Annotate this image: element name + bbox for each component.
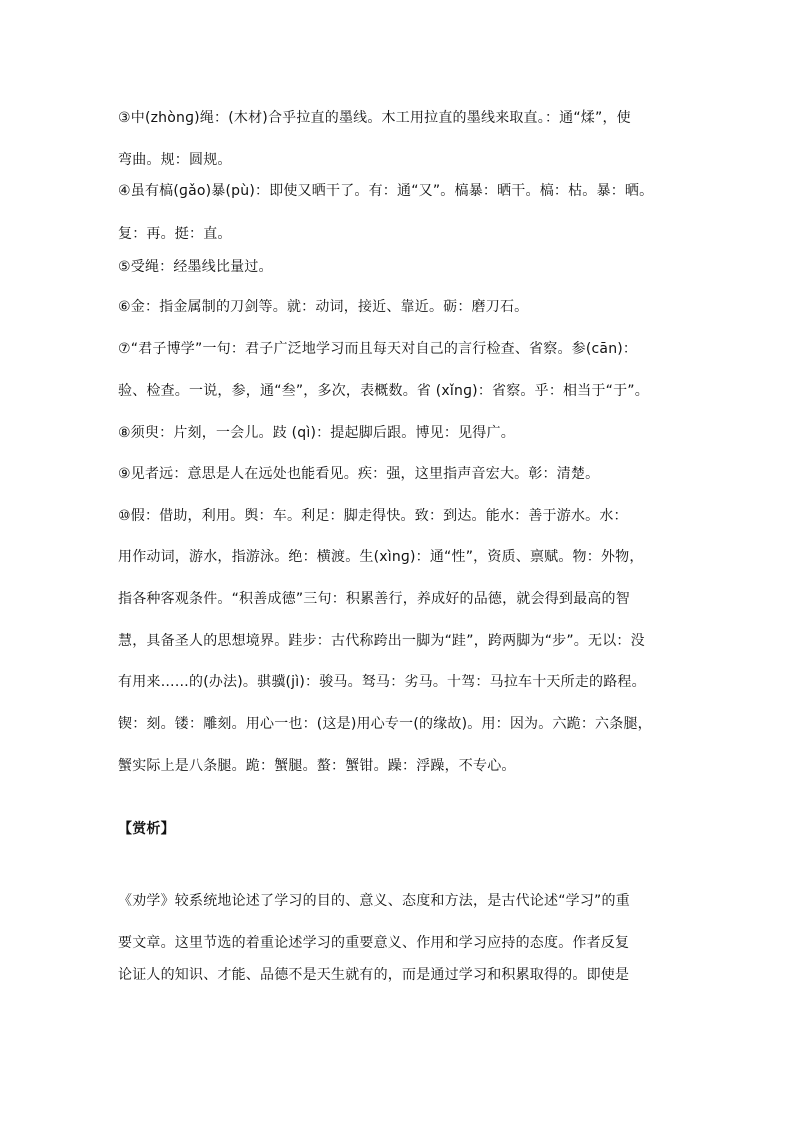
note-line: ③中(zhònɡ)绳：(木材)合乎拉直的墨线。木工用拉直的墨线来取直。：通“煣”，使 — [118, 110, 631, 126]
note-line: 用作动词，游水，指游泳。绝：横渡。生(xìnɡ)：通“性”，资质、禀赋。物：外物， — [118, 549, 644, 565]
note-line: ⑤受绳：经墨线比量过。 — [118, 259, 273, 275]
paragraph-line: 《劝学》较系统地论述了学习的目的、意义、态度和方法，是古代论述“学习”的重 — [118, 893, 630, 909]
note-line: 蟹实际上是八条腿。跪：蟹腿。螯：蟹钳。躁：浮躁，不专心。 — [118, 758, 516, 774]
note-line: 指各种客观条件。“积善成德”三句：积累善行，养成好的品德，就会得到最高的智 — [118, 591, 630, 607]
note-line: ⑥金：指金属制的刀剑等。就：动词，接近、靠近。砺：磨刀石。 — [118, 299, 529, 315]
note-line: 弯曲。规：圆规。 — [118, 152, 232, 168]
paragraph-line: 论证人的知识、才能、品德不是天生就有的，而是通过学习和积累取得的。即使是 — [118, 967, 630, 983]
note-line: 锲：刻。镂：雕刻。用心一也：(这是)用心专一(的缘故)。用：因为。六跪：六条腿， — [118, 716, 652, 732]
note-line: ⑩假：借助，利用。舆：车。利足：脚走得快。致：到达。能水：善于游水。水： — [118, 508, 628, 524]
note-line: ⑨见者远：意思是人在远处也能看见。疾：强，这里指声音宏大。彰：清楚。 — [118, 466, 600, 482]
note-line: ⑧须臾：片刻，一会儿。跂 (qì)：提起脚后跟。博见：见得广。 — [118, 425, 515, 441]
section-heading: 【赏析】 — [118, 821, 175, 837]
note-line: 验、检查。一说，参，通“叁”，多次，表概数。省 (xǐnɡ)：省察。乎：相当于“于”。 — [118, 383, 649, 399]
paragraph-line: 要文章。这里节选的着重论述学习的重要意义、作用和学习应持的态度。作者反复 — [118, 935, 630, 951]
note-line: ⑦“君子博学”一句：君子广泛地学习而且每天对自己的言行检查、省察。参(cān)： — [118, 341, 638, 357]
note-line: 复：再。挺：直。 — [118, 226, 232, 242]
note-line: ④虽有槁(ɡǎo)暴(pù)：即使又晒干了。有：通“又”。槁暴：晒干。槁：枯。暴：晒。 — [118, 183, 654, 199]
note-line: 慧，具备圣人的思想境界。跬步：古代称跨出一脚为“跬”，跨两脚为“步”。无以：没 — [118, 633, 645, 649]
note-line: 有用来……的(办法)。骐骥(jì)：骏马。驽马：劣马。十驾：马拉车十天所走的路程。 — [118, 674, 646, 690]
